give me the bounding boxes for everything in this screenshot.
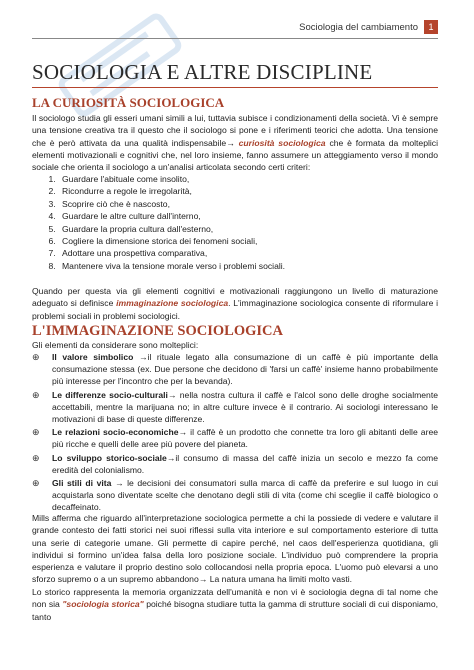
circled-plus-icon: ⊕ [32, 478, 40, 489]
page-number-badge: 1 [424, 20, 438, 34]
mills-paragraph: Mills afferma che riguardo all'interpretazione sociologica permette a chi la possiede di vedere e valutare il grande contesto dei fatti storici nei suoi riflessi sulla vita interiore e sul comportamento esteriore di tutta una serie di categorie umane. Gli permette di capire perché, nel caos dell'esperienza quotidiana, gli individui si formino un'idea falsa della loro posizione sociale. L'individuo può comprendere la propria esperienza e valutare il proprio destino solo collocandosi nella propria epoca. L'uomo può elevarsi a uno sforzo supremo o a un supremo abbandono→ La natura umana ha limiti molto vasti. [32, 513, 438, 585]
list-item: 6. Cogliere la dimensione storica dei fenomeni sociali, [58, 235, 438, 247]
highlight-sociologia-storica: "sociologia storica" [62, 599, 144, 610]
list-item: ⊕ Gli stili di vita → le decisioni dei consumatori sulla marca di caffè da preferire e sul luogo in cui acquistarla sono diventate scelte che denotano degli stili di vita (come chi sceglie il caffè biologico o decaffeinato. [32, 478, 439, 513]
section-heading-immaginazione: L'IMMAGINAZIONE SOCIOLOGICA [32, 323, 283, 339]
intro-paragraph: Il sociologo studia gli esseri umani simili a lui, tuttavia subisce i condizionamenti della società. Vi è sempre una tensione creativa tra il questo che il sociologo si pone e i riferimenti teorici che adotta. Una tensione che è però attivata da una qualità indispensabile→ curiosità sociologica che è formata da molteplici elementi motivazionali e cognitivi che, nel loro insieme, fanno assumere un atteggiamento verso il mondo sociale che orienta il sociologo a un'analisi articolata secondo certi criteri: [32, 113, 438, 173]
arrow-icon: → [138, 352, 148, 362]
list-item: 1. Guardare l'abituale come insolito, [58, 173, 438, 185]
list-item: 2. Ricondurre a regole le irregolarità, [58, 185, 438, 197]
list-item: 3. Scoprire ciò che è nascosto, [58, 198, 438, 210]
list-item: 7. Adottare una prospettiva comparativa, [58, 247, 438, 259]
elements-intro: Gli elementi da considerare sono molteplici: [32, 340, 199, 350]
page-header [299, 20, 438, 34]
elements-list [32, 351, 438, 515]
list-item: ⊕ Le relazioni socio-economiche→ il caffè è un prodotto che connette tra loro gli abitanti delle aree più ricche e quelli delle aree più povere del pianeta. [32, 427, 438, 450]
circled-plus-icon: ⊕ [32, 427, 40, 438]
circled-plus-icon: ⊕ [32, 389, 40, 400]
arrow-icon: → [226, 137, 235, 148]
document-title: SOCIOLOGIA E ALTRE DISCIPLINE [32, 60, 373, 84]
arrow-icon: → [198, 574, 208, 585]
highlight-immaginazione: immaginazione sociologica [116, 298, 229, 309]
list-item: ⊕ Le differenze socio-culturali→ nella nostra cultura il caffè e l'alcol sono delle droghe socialmente accettabili, mentre la marijuana no; in altre culture invece è il contrario. Ai sociologi interessano le motivazioni di base di queste differenze. [32, 389, 438, 425]
header-divider [32, 38, 438, 39]
circled-plus-icon: ⊕ [32, 352, 40, 362]
section-heading-curiosita: LA CURIOSITÀ SOCIOLOGICA [32, 95, 225, 110]
highlight-curiosita: curiosità sociologica [238, 137, 326, 148]
arrow-icon: → [114, 478, 124, 489]
list-item: 5. Guardare la propria cultura dall'esterno, [58, 223, 438, 235]
list-item: ⊕ Il valore simbolico →il rituale legato alla consumazione di un caffè è più importante della consumazione stessa (ex. Due persone che decidono di 'farsi un caffè' insieme hanno probabilmente più interesse per l'incontro che per la bevanda). [32, 352, 438, 387]
list-item: 4. Guardare le altre culture dall'interno, [58, 210, 438, 222]
closing-paragraph: Quando per questa via gli elementi cognitivi e motivazionali raggiungono un livello di maturazione adeguato si definisce immaginazione sociologica. L'immaginazione sociologica consente di riformulare i problemi sociali in problemi sociologici. [32, 286, 438, 321]
arrow-icon: → [167, 389, 177, 400]
title-underline [32, 87, 438, 88]
arrow-icon: → [166, 452, 176, 463]
list-item: ⊕ Lo sviluppo storico-sociale→il consumo di massa del caffè inizia un secolo e mezzo fa come eredità del colonialismo. [32, 452, 438, 475]
list-item: 8. Mantenere viva la tensione morale verso i problemi sociali. [58, 260, 438, 272]
arrow-icon: → [178, 427, 188, 438]
circled-plus-icon: ⊕ [32, 452, 40, 463]
course-title: Sociologia del cambiamento [299, 21, 418, 33]
criteria-list [32, 173, 438, 272]
storia-paragraph: Lo storico rappresenta la memoria organizzata dell'umanità e non vi è sociologia degna di tal nome che non sia "sociologia storica" poiché bisogna studiare tutta la gamma di strutture sociali di cui disponiamo, tanto [32, 587, 438, 622]
